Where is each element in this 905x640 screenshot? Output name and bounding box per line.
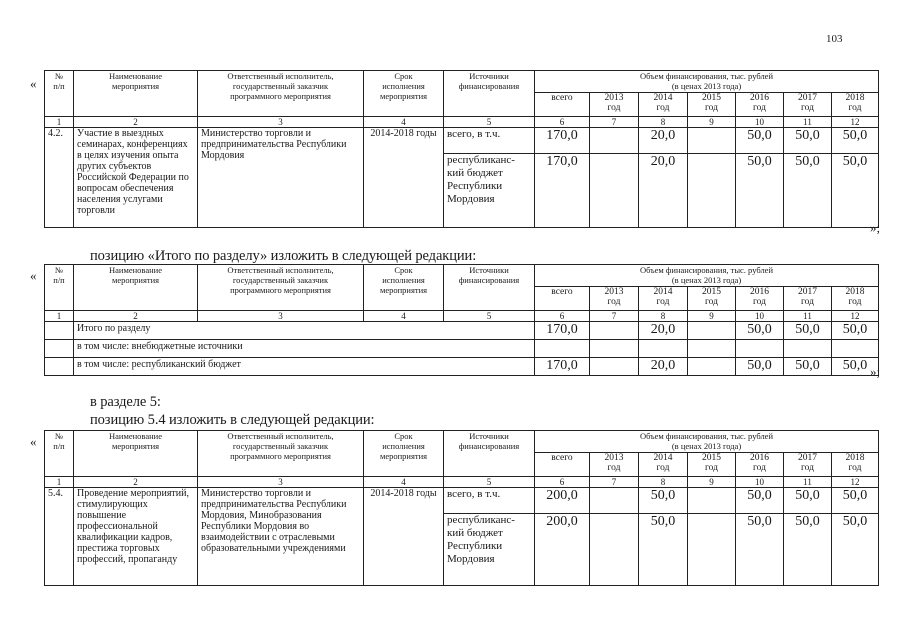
value-2018: 50,0 [832,322,879,340]
opening-quote: « [30,434,37,449]
value-2017: 50,0 [784,322,832,340]
header-2015: 2015 год [688,93,736,117]
header-source: Источники финансирования [444,71,535,117]
measure-term: 2014-2018 годы [364,488,444,586]
total-row-label: Итого по разделу [74,322,535,340]
header-term: Срок исполнения мероприятия [364,431,444,477]
header-resp: Ответственный исполнитель, государственный заказчик программного мероприятия [198,431,364,477]
opening-quote: « [30,268,37,283]
value-2013 [590,322,639,340]
value-2017: 50,0 [784,488,832,514]
value-2015 [688,154,736,228]
measure-resp: Министерство торговли и предпринимательства Республики Мордовия [198,128,364,228]
col-number: 4 [364,311,444,322]
value-total: 200,0 [535,514,590,586]
value-2018: 50,0 [832,358,879,376]
col-number: 1 [45,311,74,322]
col-number: 8 [639,311,688,322]
measure-resp: Министерство торговли и предпринимательства Республики Мордовия, Минобразования Республики Мордовия во взаимодействии с отраслевыми образовательными учреждениями [198,488,364,586]
measure-name: Проведение мероприятий, стимулирующих повышение профессиональной квалификации кадров, престижа торговых профессий, пропаганду [74,488,198,586]
value-2015 [688,514,736,586]
offbudget-row-label: в том числе: внебюджетные источники [74,340,535,358]
table-section-total [44,264,879,376]
header-funding: Объем финансирования, тыс. рублей (в ценах 2013 года) [535,431,879,453]
value-2017: 50,0 [784,128,832,154]
paragraph-itogo: позицию «Итого по разделу» изложить в следующей редакции: [90,248,477,264]
value-2013 [590,358,639,376]
col-number: 7 [590,311,639,322]
value-2014: 20,0 [639,128,688,154]
value-2015 [688,358,736,376]
col-number: 2 [74,117,198,128]
col-number: 4 [364,117,444,128]
col-number: 12 [832,311,879,322]
measure-num: 5.4. [45,488,74,586]
col-number: 6 [535,117,590,128]
value-total: 170,0 [535,322,590,340]
col-number: 10 [736,117,784,128]
col-number: 2 [74,311,198,322]
header-2014: 2014 год [639,453,688,477]
finance-source: республиканс-кий бюджет Республики Мордовия [444,514,535,586]
value-2014 [639,340,688,358]
value-total: 200,0 [535,488,590,514]
value-2016: 50,0 [736,358,784,376]
header-num: № п/п [45,431,74,477]
value-total: 170,0 [535,358,590,376]
header-2017: 2017 год [784,93,832,117]
col-number: 8 [639,477,688,488]
republican-row-label: в том числе: республиканский бюджет [74,358,535,376]
value-2015 [688,128,736,154]
header-total: всего [535,287,590,311]
value-2014: 20,0 [639,358,688,376]
col-number: 9 [688,477,736,488]
header-total: всего [535,453,590,477]
col-number: 8 [639,117,688,128]
col-number: 6 [535,477,590,488]
col-number: 4 [364,477,444,488]
value-2014: 20,0 [639,154,688,228]
col-number: 10 [736,477,784,488]
header-2014: 2014 год [639,287,688,311]
header-resp: Ответственный исполнитель, государственный заказчик программного мероприятия [198,265,364,311]
finance-source: всего, в т.ч. [444,488,535,514]
paragraph-section-5: в разделе 5: [90,394,161,410]
header-2018: 2018 год [832,93,879,117]
value-2015 [688,322,736,340]
header-num: № п/п [45,71,74,117]
value-2017: 50,0 [784,358,832,376]
header-name: Наименование мероприятия [74,71,198,117]
header-num: № п/п [45,265,74,311]
header-name: Наименование мероприятия [74,265,198,311]
col-number: 5 [444,477,535,488]
value-2014: 20,0 [639,322,688,340]
col-number: 10 [736,311,784,322]
header-funding: Объем финансирования, тыс. рублей (в ценах 2013 года) [535,265,879,287]
header-term: Срок исполнения мероприятия [364,265,444,311]
col-number: 5 [444,311,535,322]
value-2018: 50,0 [832,488,879,514]
header-2017: 2017 год [784,453,832,477]
col-number: 11 [784,311,832,322]
col-number: 1 [45,477,74,488]
value-2016 [736,340,784,358]
header-2014: 2014 год [639,93,688,117]
header-2016: 2016 год [736,453,784,477]
header-2013: 2013 год [590,453,639,477]
col-number: 11 [784,477,832,488]
measure-term: 2014-2018 годы [364,128,444,228]
col-number: 9 [688,117,736,128]
opening-quote: « [30,76,37,91]
col-number: 6 [535,311,590,322]
header-2016: 2016 год [736,287,784,311]
header-term: Срок исполнения мероприятия [364,71,444,117]
table-measure-5-4 [44,430,879,586]
page-number: 103 [826,33,843,45]
table-measure-4-2 [44,70,879,228]
header-total: всего [535,93,590,117]
value-2016: 50,0 [736,514,784,586]
value-2018: 50,0 [832,154,879,228]
value-2013 [590,128,639,154]
col-number: 3 [198,117,364,128]
col-number: 11 [784,117,832,128]
header-2015: 2015 год [688,287,736,311]
header-2016: 2016 год [736,93,784,117]
value-2017: 50,0 [784,514,832,586]
value-2016: 50,0 [736,128,784,154]
header-2015: 2015 год [688,453,736,477]
col-number: 7 [590,117,639,128]
header-source: Источники финансирования [444,431,535,477]
closing-quote: »; [870,220,881,235]
header-2013: 2013 год [590,93,639,117]
header-funding: Объем финансирования, тыс. рублей (в ценах 2013 года) [535,71,879,93]
value-2013 [590,488,639,514]
value-2016: 50,0 [736,488,784,514]
col-number: 3 [198,477,364,488]
value-2014: 50,0 [639,488,688,514]
value-2016: 50,0 [736,154,784,228]
header-2018: 2018 год [832,287,879,311]
closing-quote: »; [870,364,881,379]
value-2018: 50,0 [832,514,879,586]
header-2018: 2018 год [832,453,879,477]
col-number: 12 [832,477,879,488]
header-name: Наименование мероприятия [74,431,198,477]
col-number: 9 [688,311,736,322]
paragraph-position-5-4: позицию 5.4 изложить в следующей редакции: [90,412,375,428]
header-resp: Ответственный исполнитель, государственный заказчик программного мероприятия [198,71,364,117]
value-2013 [590,340,639,358]
value-total: 170,0 [535,128,590,154]
value-2017: 50,0 [784,154,832,228]
value-2017 [784,340,832,358]
col-number: 3 [198,311,364,322]
col-number: 5 [444,117,535,128]
col-number: 12 [832,117,879,128]
value-2016: 50,0 [736,322,784,340]
value-2013 [590,154,639,228]
col-number: 7 [590,477,639,488]
finance-source: республиканс-кий бюджет Республики Мордовия [444,154,535,228]
col-number: 1 [45,117,74,128]
col-number: 2 [74,477,198,488]
measure-name: Участие в выездных семинарах, конференциях в целях изучения опыта других субъектов Российской Федерации по вопросам обеспечения населения услугами торговли [74,128,198,228]
value-2013 [590,514,639,586]
value-2018 [832,340,879,358]
value-total: 170,0 [535,154,590,228]
header-source: Источники финансирования [444,265,535,311]
value-2015 [688,340,736,358]
finance-source: всего, в т.ч. [444,128,535,154]
value-2015 [688,488,736,514]
value-2014: 50,0 [639,514,688,586]
value-2018: 50,0 [832,128,879,154]
value-total [535,340,590,358]
header-2017: 2017 год [784,287,832,311]
measure-num: 4.2. [45,128,74,228]
header-2013: 2013 год [590,287,639,311]
